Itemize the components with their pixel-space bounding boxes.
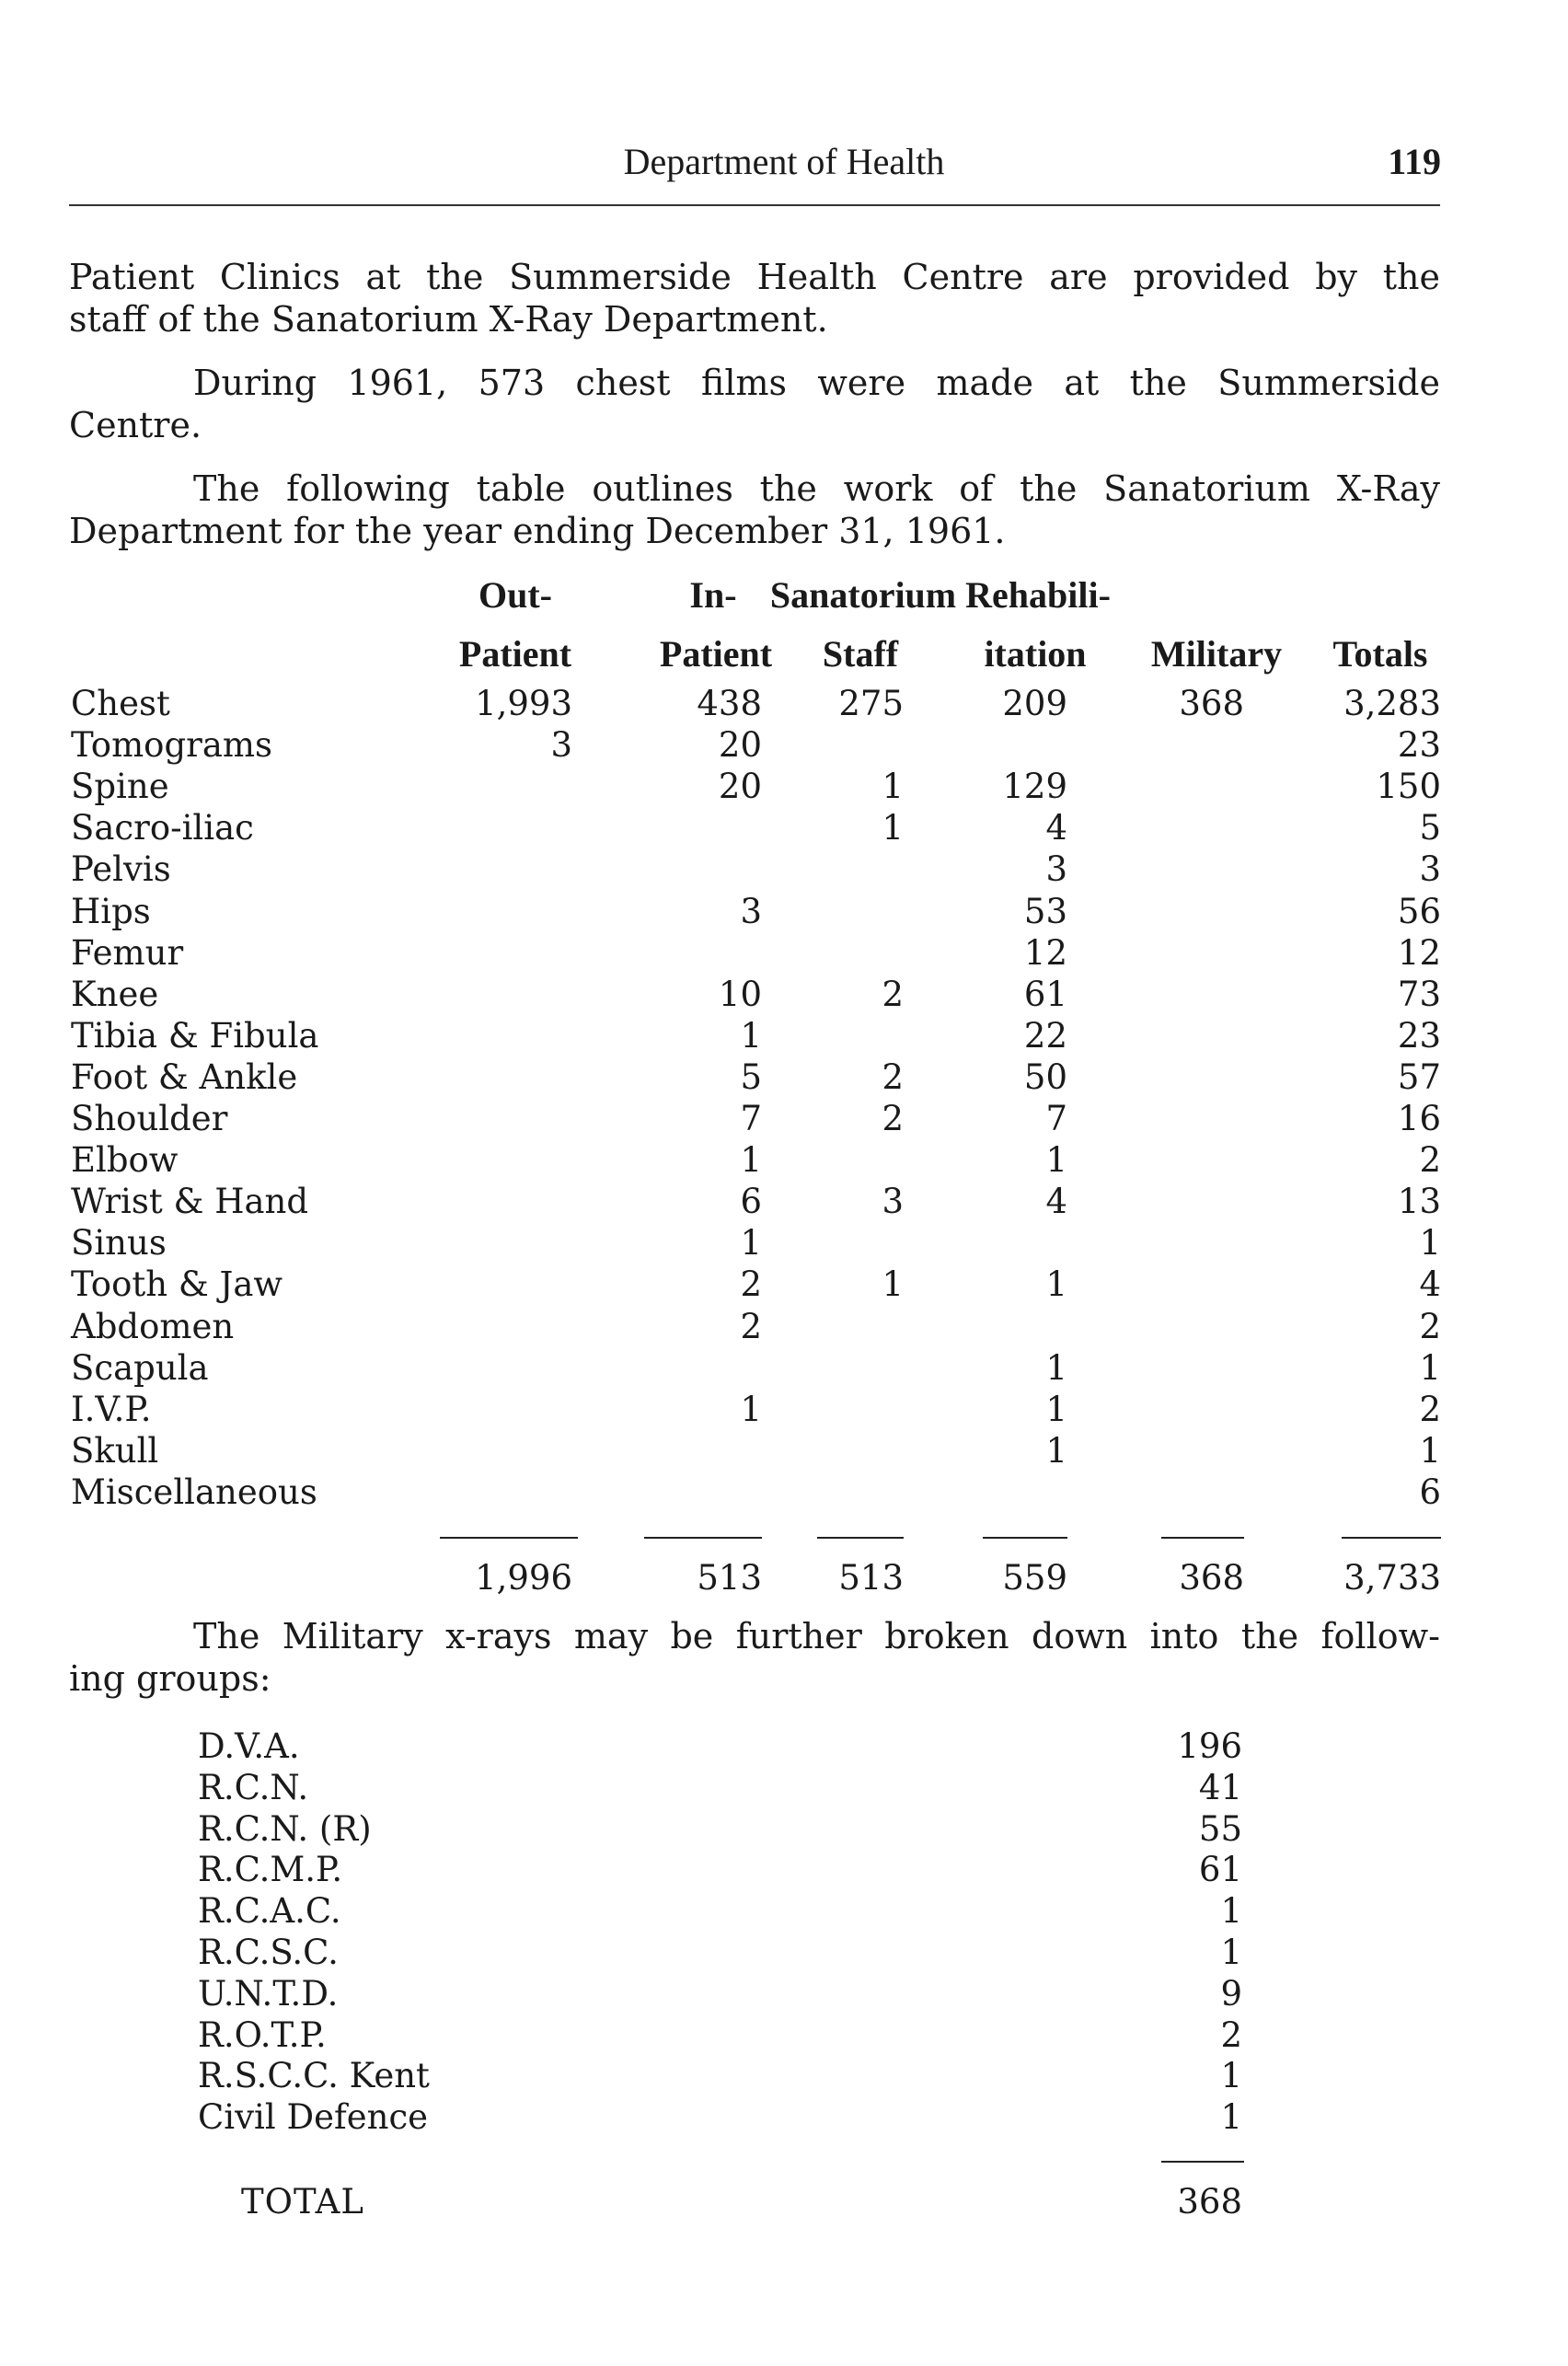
paragraph-line: Patient Clinics at the Summerside Health Centre are provided by the bbox=[69, 257, 1440, 297]
table-cell: 1 bbox=[740, 1223, 762, 1264]
table-cell: 7 bbox=[740, 1099, 762, 1138]
military-group-label: R.O.T.P. bbox=[198, 2014, 327, 2055]
table-cell: 3 bbox=[882, 1182, 904, 1222]
row-label: Hips bbox=[71, 891, 151, 931]
table-cell: 4 bbox=[1045, 1182, 1067, 1222]
military-group-count: 41 bbox=[1198, 1767, 1242, 1807]
row-label: Skull bbox=[71, 1430, 159, 1471]
table-cell: 1 bbox=[1045, 1347, 1067, 1388]
table-header-column: Patient bbox=[458, 633, 572, 675]
table-cell: 2 bbox=[882, 1056, 904, 1097]
table-header-column: Patient bbox=[659, 633, 773, 675]
row-label: I.V.P. bbox=[71, 1389, 152, 1429]
row-label: Miscellaneous bbox=[71, 1472, 317, 1512]
table-cell: 1,993 bbox=[475, 684, 572, 723]
row-label: Sacro-iliac bbox=[71, 808, 254, 848]
table-total-cell: 1,996 bbox=[475, 1558, 572, 1598]
military-group-count: 196 bbox=[1177, 1726, 1242, 1766]
paragraph-military-intro bbox=[69, 1615, 1440, 1700]
paragraph-line: ing groups: bbox=[69, 1658, 271, 1699]
table-cell: 2 bbox=[740, 1306, 762, 1346]
table-cell: 1 bbox=[740, 1389, 762, 1429]
paragraph-chest-films bbox=[69, 362, 1440, 446]
page-number: 119 bbox=[1388, 141, 1441, 182]
military-total-label: TOTAL bbox=[241, 2182, 364, 2222]
total-rule bbox=[644, 1537, 762, 1539]
table-cell: 129 bbox=[1002, 767, 1067, 807]
table-header-column: Staff bbox=[822, 633, 899, 675]
military-group-count: 1 bbox=[1220, 1933, 1242, 1972]
table-cell: 5 bbox=[740, 1056, 762, 1097]
table-cell: 1 bbox=[1419, 1347, 1441, 1388]
military-group-count: 2 bbox=[1220, 2014, 1242, 2055]
table-cell: 1 bbox=[1045, 1389, 1067, 1429]
table-cell: 1 bbox=[1045, 1430, 1067, 1471]
paragraph-line: staff of the Sanatorium X-Ray Department. bbox=[69, 299, 828, 340]
table-cell: 20 bbox=[718, 767, 762, 807]
table-total-cell: 513 bbox=[697, 1558, 762, 1598]
table-cell: 12 bbox=[1023, 932, 1067, 973]
paragraph-line: Department for the year ending December 31, 1961. bbox=[69, 511, 1006, 551]
military-group-label: R.C.M.P. bbox=[198, 1850, 343, 1890]
total-rule bbox=[1161, 2161, 1244, 2163]
paragraph-line: The following table outlines the work of the Sanatorium X-Ray bbox=[193, 468, 1440, 509]
row-label: Femur bbox=[71, 932, 184, 973]
table-header-top: Out- bbox=[478, 574, 552, 616]
table-cell: 2 bbox=[882, 1099, 904, 1138]
table-cell: 368 bbox=[1179, 684, 1244, 723]
row-label: Spine bbox=[71, 767, 169, 807]
military-group-label: D.V.A. bbox=[198, 1726, 300, 1766]
table-cell: 6 bbox=[740, 1182, 762, 1222]
table-cell: 3,283 bbox=[1343, 684, 1441, 723]
table-cell: 7 bbox=[1045, 1099, 1067, 1138]
table-cell: 13 bbox=[1397, 1182, 1441, 1222]
table-cell: 22 bbox=[1023, 1015, 1067, 1056]
total-rule bbox=[817, 1537, 904, 1539]
table-cell: 20 bbox=[718, 725, 762, 766]
row-label: Chest bbox=[71, 684, 170, 723]
table-cell: 50 bbox=[1023, 1056, 1067, 1097]
table-cell: 3 bbox=[550, 725, 572, 766]
table-cell: 10 bbox=[718, 974, 762, 1014]
paragraph-table-intro bbox=[69, 467, 1440, 552]
table-total-cell: 368 bbox=[1179, 1558, 1244, 1598]
row-label: Sinus bbox=[71, 1223, 167, 1264]
table-cell: 3 bbox=[740, 891, 762, 931]
table-cell: 73 bbox=[1397, 974, 1441, 1014]
table-cell: 1 bbox=[882, 808, 904, 848]
table-cell: 1 bbox=[882, 767, 904, 807]
total-rule bbox=[440, 1537, 578, 1539]
table-cell: 1 bbox=[1045, 1264, 1067, 1305]
military-group-count: 61 bbox=[1198, 1850, 1242, 1890]
paragraph-clinics bbox=[69, 256, 1440, 340]
row-label: Scapula bbox=[71, 1347, 209, 1388]
table-cell: 23 bbox=[1397, 1015, 1441, 1056]
military-group-count: 1 bbox=[1220, 2056, 1242, 2096]
table-cell: 275 bbox=[838, 684, 904, 723]
table-cell: 3 bbox=[1045, 849, 1067, 890]
table-total-cell: 559 bbox=[1002, 1558, 1067, 1598]
military-group-label: R.C.N. bbox=[198, 1767, 309, 1807]
row-label: Pelvis bbox=[71, 849, 171, 890]
table-cell: 2 bbox=[1419, 1389, 1441, 1429]
table-cell: 23 bbox=[1397, 725, 1441, 766]
row-label: Tomograms bbox=[71, 725, 272, 766]
table-cell: 12 bbox=[1397, 932, 1441, 973]
military-group-count: 1 bbox=[1220, 1891, 1242, 1932]
table-cell: 1 bbox=[882, 1264, 904, 1305]
military-group-count: 55 bbox=[1198, 1808, 1242, 1849]
table-cell: 1 bbox=[740, 1140, 762, 1181]
table-cell: 1 bbox=[1045, 1140, 1067, 1181]
military-group-label: U.N.T.D. bbox=[198, 1973, 339, 2014]
military-total-value: 368 bbox=[1177, 2182, 1242, 2222]
table-header-column: itation bbox=[984, 633, 1087, 675]
total-rule bbox=[1161, 1537, 1244, 1539]
running-head-title: Department of Health bbox=[623, 141, 945, 182]
table-cell: 1 bbox=[1419, 1430, 1441, 1471]
running-head bbox=[0, 140, 1568, 191]
table-cell: 1 bbox=[740, 1015, 762, 1056]
table-total-cell: 513 bbox=[838, 1558, 904, 1598]
row-label: Tibia & Fibula bbox=[71, 1015, 319, 1056]
table-header-column: Military bbox=[1150, 633, 1283, 675]
row-label: Wrist & Hand bbox=[71, 1182, 309, 1222]
row-label: Tooth & Jaw bbox=[71, 1264, 283, 1305]
table-cell: 2 bbox=[882, 974, 904, 1014]
table-cell: 2 bbox=[1419, 1306, 1441, 1346]
military-group-label: Civil Defence bbox=[198, 2097, 429, 2138]
header-rule bbox=[69, 204, 1440, 206]
row-label: Abdomen bbox=[71, 1306, 235, 1346]
table-cell: 2 bbox=[740, 1264, 762, 1305]
total-rule bbox=[1342, 1537, 1441, 1539]
table-cell: 2 bbox=[1419, 1140, 1441, 1181]
military-group-label: R.C.S.C. bbox=[198, 1933, 339, 1972]
table-cell: 150 bbox=[1376, 767, 1441, 807]
table-cell: 56 bbox=[1397, 891, 1441, 931]
row-label: Shoulder bbox=[71, 1099, 228, 1138]
paragraph-line: Centre. bbox=[69, 405, 202, 445]
table-header-top: Sanatorium bbox=[769, 574, 957, 616]
total-rule bbox=[983, 1537, 1067, 1539]
table-cell: 57 bbox=[1397, 1056, 1441, 1097]
table-total-cell: 3,733 bbox=[1343, 1558, 1441, 1598]
table-cell: 4 bbox=[1419, 1264, 1441, 1305]
military-group-count: 1 bbox=[1220, 2097, 1242, 2138]
table-header-top: Rehabili- bbox=[965, 574, 1111, 616]
military-group-label: R.S.C.C. Kent bbox=[198, 2056, 430, 2096]
military-group-label: R.C.A.C. bbox=[198, 1891, 341, 1932]
table-cell: 4 bbox=[1045, 808, 1067, 848]
table-cell: 6 bbox=[1419, 1472, 1441, 1512]
table-header-top: In- bbox=[689, 574, 737, 616]
row-label: Foot & Ankle bbox=[71, 1056, 298, 1097]
paragraph-line: The Military x-rays may be further broken down into the follow- bbox=[193, 1616, 1440, 1656]
table-cell: 61 bbox=[1023, 974, 1067, 1014]
table-header-column: Totals bbox=[1332, 633, 1428, 675]
row-label: Elbow bbox=[71, 1140, 179, 1181]
table-cell: 1 bbox=[1419, 1223, 1441, 1264]
military-group-label: R.C.N. (R) bbox=[198, 1808, 372, 1849]
table-cell: 438 bbox=[697, 684, 762, 723]
table-cell: 5 bbox=[1419, 808, 1441, 848]
paragraph-line: During 1961, 573 chest films were made at the Summerside bbox=[193, 363, 1440, 403]
table-cell: 16 bbox=[1397, 1099, 1441, 1138]
table-cell: 3 bbox=[1419, 849, 1441, 890]
table-cell: 53 bbox=[1023, 891, 1067, 931]
row-label: Knee bbox=[71, 974, 159, 1014]
military-group-count: 9 bbox=[1220, 1973, 1242, 2014]
table-cell: 209 bbox=[1002, 684, 1067, 723]
